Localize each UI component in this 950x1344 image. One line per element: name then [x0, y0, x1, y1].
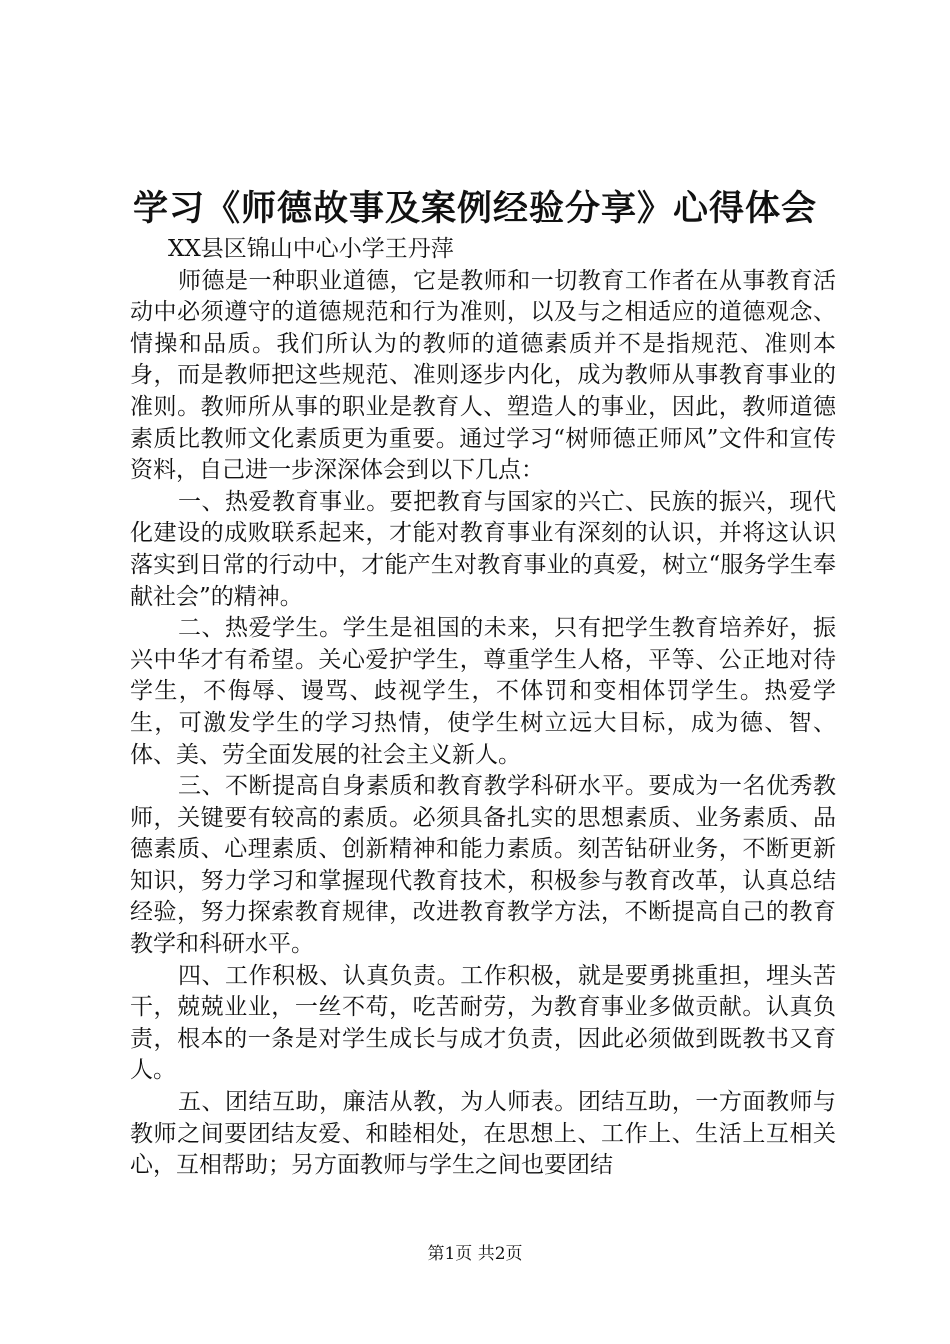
paragraph-point-5: 五、团结互助，廉洁从教，为人师表。团结互助，一方面教师与教师之间要团结友爱、和睦相处，在思想上、工作上、生活上互相关心，互相帮助；另方面教师与学生之间也要团结: [130, 1089, 836, 1179]
paragraph-point-3: 三、不断提高自身素质和教育教学科研水平。要成为一名优秀教师，关键要有较高的素质。必须具备扎实的思想素质、业务素质、品德素质、心理素质、创新精神和能力素质。刻苦钻研业务，不断更新知识，努力学习和掌握现代教育技术，积极参与教育改革，认真总结经验，努力探索教育规律，改进教育教学方法，不断提高自己的教育教学和科研水平。: [130, 773, 836, 958]
author-line: XX县区锦山中心小学王丹萍: [168, 236, 454, 262]
paragraph-intro: 师德是一种职业道德，它是教师和一切教育工作者在从事教育活动中必须遵守的道德规范和行为准则，以及与之相适应的道德观念、情操和品质。我们所认为的教师的道德素质并不是指规范、准则本身，而是教师把这些规范、准则逐步内化，成为教师从事教育事业的准则。教师所从事的职业是教育人、塑造人的事业，因此，教师道德素质比教师文化素质更为重要。通过学习“树师德正师风”文件和宣传资料，自己进一步深深体会到以下几点：: [130, 267, 836, 484]
paragraph-point-1: 一、热爱教育事业。要把教育与国家的兴亡、民族的振兴，现代化建设的成败联系起来，才能对教育事业有深刻的认识，并将这认识落实到日常的行动中，才能产生对教育事业的真爱，树立“服务学生奉献社会”的精神。: [130, 488, 836, 610]
paragraph-point-4: 四、工作积极、认真负责。工作积极，就是要勇挑重担，埋头苦干，兢兢业业，一丝不苟，吃苦耐劳，为教育事业多做贡献。认真负责，根本的一条是对学生成长与成才负责，因此必须做到既教书又育人。: [130, 962, 836, 1084]
document-title: 学习《师德故事及案例经验分享》心得体会: [132, 188, 817, 229]
paragraph-point-2: 二、热爱学生。学生是祖国的未来，只有把学生教育培养好，振兴中华才有希望。关心爱护学生，尊重学生人格，平等、公正地对待学生，不侮辱、谩骂、歧视学生，不体罚和变相体罚学生。热爱学生，可激发学生的学习热情，使学生树立远大目标，成为德、智、体、美、劳全面发展的社会主义新人。: [130, 615, 836, 768]
page-number-footer: 第1页 共2页: [427, 1244, 523, 1264]
document-body: [130, 234, 836, 1182]
